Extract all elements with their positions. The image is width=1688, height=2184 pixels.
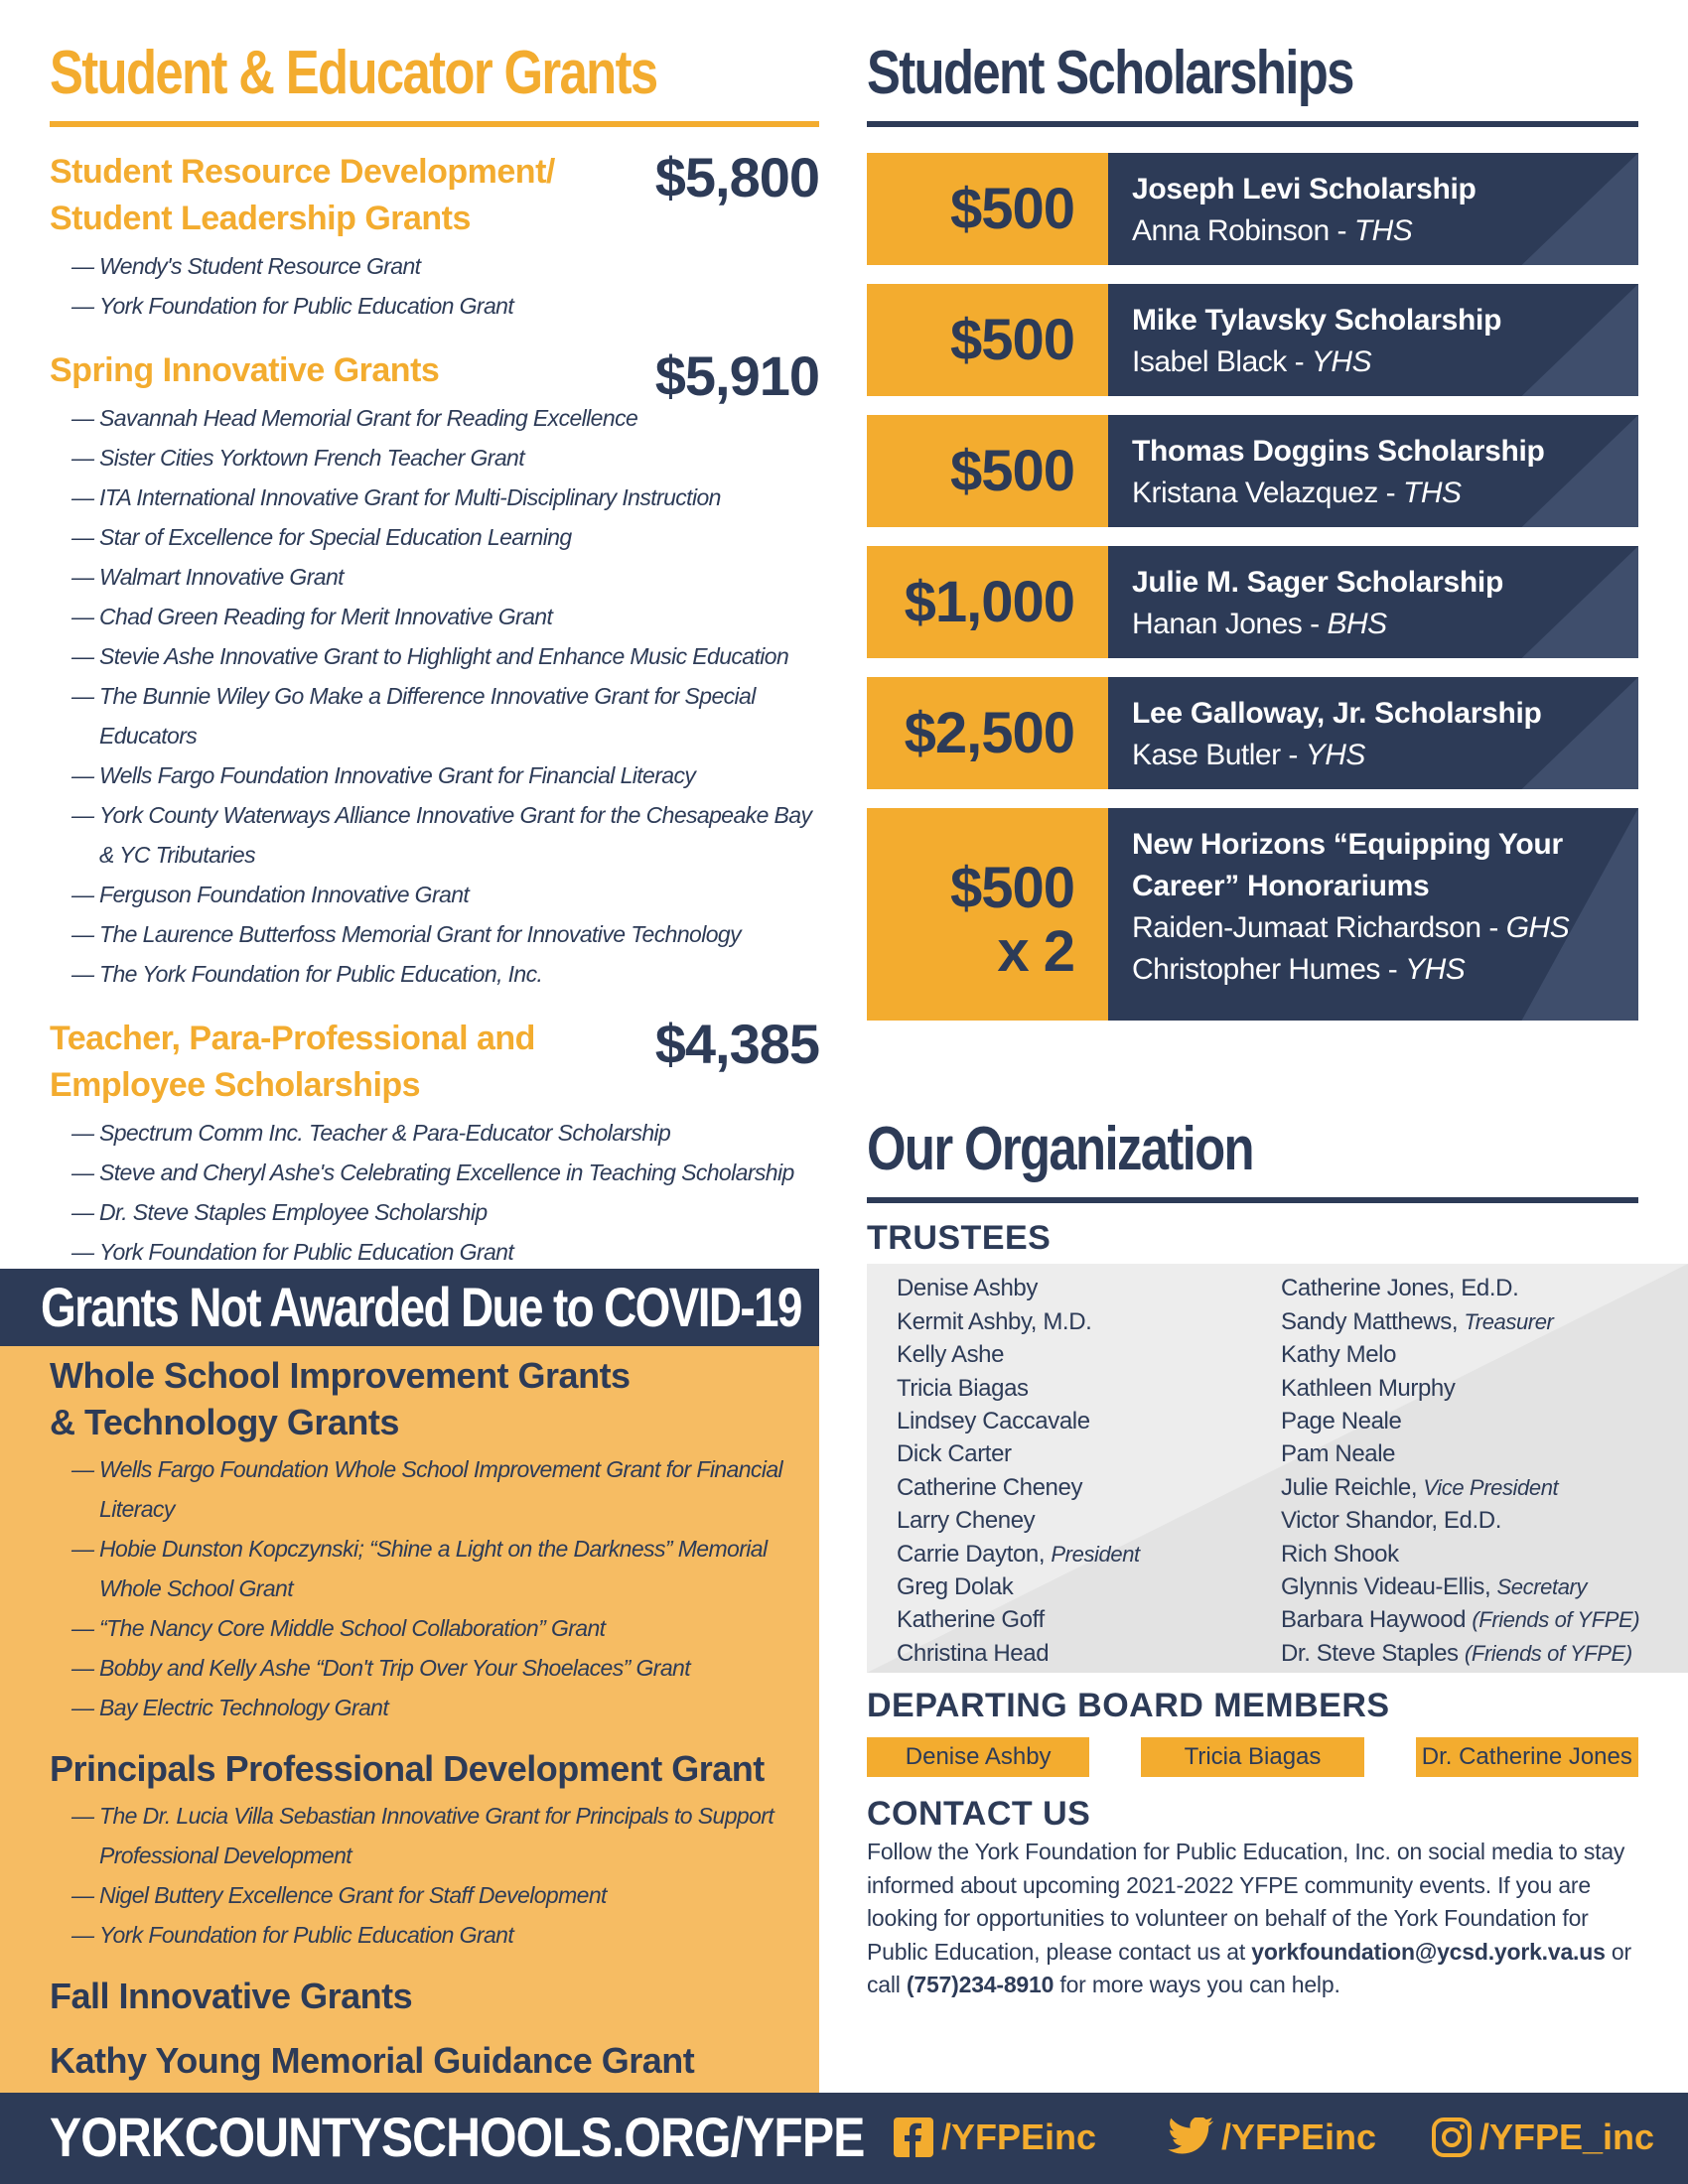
recipient-name: Raiden-Jumaat Richardson - [1132,911,1506,945]
organization-heading-rule [867,1197,1638,1203]
grant-category-title: Teacher, Para-Professional and Employee Scholarships [50,1020,535,1105]
instagram-link[interactable] [1432,2116,1654,2158]
trustee-person: Dr. Steve Staples [1281,1639,1465,1667]
recipient-name: Kristana Velazquez - [1132,477,1403,510]
trustee-name [897,1372,1140,1405]
organization-heading: Our Organization [867,1115,1253,1184]
contact-label: CONTACT US [867,1795,1091,1834]
grant-item: — Chad Green Reading for Merit Innovative Grant [50,597,819,636]
grant-item: — Ferguson Foundation Innovative Grant [50,875,819,914]
departing-member-tag: Tricia Biagas [1141,1737,1363,1777]
grant-item: — The York Foundation for Public Education, Inc. [50,954,819,994]
footer-bar [0,2093,1688,2184]
scholarship-recipient [1132,949,1615,991]
trustee-role: Secretary [1496,1574,1588,1600]
contact-paragraph [867,1836,1631,2002]
trustee-name [897,1437,1140,1470]
trustee-person: Kathleen Murphy [1281,1374,1456,1402]
covid-section [0,1269,819,2093]
trustee-person: Sandy Matthews, [1281,1307,1465,1335]
trustee-name [1281,1504,1639,1537]
covid-group-title: Whole School Improvement Grants & Technology Grants [50,1355,631,1442]
grant-item: — Walmart Innovative Grant [50,557,819,597]
grant-category-title: Spring Innovative Grants [50,351,440,390]
grant-category-amount: $5,910 [654,344,819,408]
grant-item: — The Bunnie Wiley Go Make a Difference Innovative Grant for Special Educators [50,676,819,755]
grant-category-amount: $4,385 [654,1013,819,1076]
recipient-school: YHS [1305,739,1365,772]
trustee-person: Page Neale [1281,1408,1402,1434]
grant-category [50,344,819,994]
departing-members [867,1737,1638,1777]
trustee-person: Glynnis Videau-Ellis, [1281,1573,1497,1601]
trustee-person: Christina Head [897,1639,1050,1667]
scholarship-name: Thomas Doggins Scholarship [1132,435,1545,469]
grants-heading: Student & Educator Grants [50,39,657,107]
scholarship-info [1108,415,1638,527]
trustee-person: Catherine Cheney [897,1473,1083,1501]
covid-group-items [50,1449,794,1727]
recipient-school: BHS [1327,608,1387,641]
scholarship-name: Mike Tylavsky Scholarship [1132,304,1502,338]
covid-heading: Grants Not Awarded Due to COVID-19 [41,1276,801,1338]
contact-text-3: for more ways you can help. [1054,1972,1340,1998]
trustee-name [1281,1272,1639,1304]
scholarship-amount: $1,000 [867,546,1108,658]
scholarships-heading: Student Scholarships [867,39,1353,107]
trustee-name [897,1538,1140,1570]
covid-grant-item: — York Foundation for Public Education Grant [50,1915,794,1955]
scholarship-amount: $500 [867,284,1108,396]
trustee-name [897,1504,1140,1537]
scholarship-row [867,677,1638,789]
scholarship-row [867,808,1638,1021]
scholarship-list [867,153,1638,1021]
scholarship-name: Julie M. Sager Scholarship [1132,566,1503,600]
recipient-name: Kase Butler - [1132,739,1306,772]
grants-column [50,40,819,1272]
grant-item: — Savannah Head Memorial Grant for Reading Excellence [50,398,819,438]
trustee-person: Dick Carter [897,1440,1012,1468]
recipient-school: GHS [1505,911,1570,945]
scholarship-recipient [1132,473,1615,514]
covid-banner [0,1269,819,1346]
trustee-name [897,1305,1140,1338]
scholarship-amount: $2,500 [867,677,1108,789]
scholarship-info [1108,677,1638,789]
grant-category-title: Student Resource Development/ Student Leadership Grants [50,153,555,238]
grant-item: — Sister Cities Yorktown French Teacher Grant [50,438,819,478]
trustee-role: (Friends of YFPE) [1464,1640,1632,1666]
grant-item: — Spectrum Comm Inc. Teacher & Para-Educator Scholarship [50,1113,819,1153]
covid-grant-item: — The Dr. Lucia Villa Sebastian Innovative Grant for Principals to Support Professional Development [50,1796,794,1875]
trustee-person: Kermit Ashby, M.D. [897,1307,1092,1335]
trustee-name [1281,1637,1639,1670]
recipient-school: THS [1403,477,1462,510]
trustee-name [1281,1437,1639,1470]
scholarship-info [1108,808,1638,1021]
scholarship-row [867,284,1638,396]
scholarship-row [867,415,1638,527]
scholarship-amount: $500 [867,153,1108,265]
scholarship-info [1108,284,1638,396]
trustee-name [1281,1405,1639,1437]
departing-label: DEPARTING BOARD MEMBERS [867,1687,1390,1725]
trustees-label: TRUSTEES [867,1219,1052,1258]
scholarship-amount: $500 [867,415,1108,527]
grant-item: — York Foundation for Public Education Grant [50,1232,819,1272]
grant-item: — Star of Excellence for Special Education Learning [50,517,819,557]
grant-items [50,1113,819,1272]
trustee-name [1281,1570,1639,1603]
scholarship-info [1108,153,1638,265]
trustee-name [897,1338,1140,1371]
facebook-handle: /YFPEinc [941,2116,1097,2157]
scholarship-row [867,546,1638,658]
scholarship-name: Lee Galloway, Jr. Scholarship [1132,697,1542,731]
trustees-left-column [897,1272,1140,1670]
grant-list-container [50,146,819,1272]
scholarship-name: Joseph Levi Scholarship [1132,173,1477,206]
scholarship-recipient [1132,210,1615,252]
scholarships-column [867,40,1638,2002]
scholarship-recipient [1132,907,1615,949]
facebook-icon [894,2117,933,2157]
trustee-person: Denise Ashby [897,1275,1038,1302]
trustee-name [1281,1471,1639,1504]
website-link[interactable]: YORKCOUNTYSCHOOLS.ORG/YFPE [50,2106,865,2168]
trustee-name [897,1603,1140,1636]
trustee-person: Victor Shandor, Ed.D. [1281,1507,1501,1535]
scholarships-heading-rule [867,121,1638,127]
covid-grant-item: — Wells Fargo Foundation Whole School Improvement Grant for Financial Literacy [50,1449,794,1529]
recipient-school: YHS [1311,345,1372,379]
covid-grant-item: — Bobby and Kelly Ashe “Don't Trip Over Your Shoelaces” Grant [50,1648,794,1688]
grant-items [50,246,819,326]
covid-groups [0,1346,794,2084]
covid-group-title: Fall Innovative Grants [50,1976,413,2016]
trustee-person: Rich Shook [1281,1540,1399,1568]
covid-group-title: Principals Professional Development Grant [50,1748,765,1789]
trustee-name [897,1637,1140,1670]
recipient-name: Isabel Black - [1132,345,1312,379]
contact-email-link[interactable]: yorkfoundation@ycsd.york.va.us [1251,1938,1606,1965]
trustee-role: Treasurer [1464,1308,1554,1334]
twitter-link[interactable] [1168,2116,1376,2158]
recipient-name: Anna Robinson - [1132,214,1354,248]
scholarship-recipient [1132,735,1615,776]
trustee-role: Vice President [1423,1474,1559,1500]
trustee-person: Katherine Goff [897,1606,1045,1634]
contact-phone[interactable]: (757)234-8910 [906,1972,1055,1998]
contact-text-2: or call [867,1938,1631,1998]
scholarship-row [867,153,1638,265]
grants-heading-rule [50,121,819,127]
scholarship-recipient [1132,341,1615,383]
grant-category [50,146,819,326]
grant-item: — York County Waterways Alliance Innovative Grant for the Chesapeake Bay & YC Tributaries [50,795,819,875]
trustee-person: Pam Neale [1281,1440,1396,1468]
trustee-person: Julie Reichle, [1281,1473,1424,1501]
twitter-handle: /YFPEinc [1221,2116,1377,2157]
trustee-person: Carrie Dayton, [897,1540,1052,1568]
grant-item: — York Foundation for Public Education Grant [50,286,819,326]
trustee-role: President [1051,1541,1140,1567]
scholarship-amount: $500 x 2 [867,808,1108,1021]
trustee-name [1281,1338,1639,1371]
trustee-name [1281,1372,1639,1405]
scholarship-info [1108,546,1638,658]
covid-grant-item: — “The Nancy Core Middle School Collaboration” Grant [50,1608,794,1648]
grant-item: — Steve and Cheryl Ashe's Celebrating Excellence in Teaching Scholarship [50,1153,819,1192]
trustee-name [897,1272,1140,1304]
trustees-right-column [1281,1272,1639,1670]
instagram-icon [1432,2117,1472,2157]
trustee-person: Kathy Melo [1281,1341,1397,1369]
covid-group-items [50,1796,794,1955]
recipient-school: YHS [1405,953,1466,987]
grant-item: — The Laurence Butterfoss Memorial Grant for Innovative Technology [50,914,819,954]
twitter-icon [1168,2117,1213,2157]
trustee-role: (Friends of YFPE) [1472,1607,1640,1633]
instagram-handle: /YFPE_inc [1479,2116,1655,2157]
trustee-person: Lindsey Caccavale [897,1408,1090,1434]
grant-category-amount: $5,800 [654,146,819,209]
grant-item: — Dr. Steve Staples Employee Scholarship [50,1192,819,1232]
departing-member-tag: Denise Ashby [867,1737,1089,1777]
facebook-link[interactable] [894,2116,1096,2158]
grant-items [50,398,819,994]
covid-grant-item: — Nigel Buttery Excellence Grant for Staff Development [50,1875,794,1915]
scholarship-name: New Horizons “Equipping Your Career” Honorariums [1132,828,1563,903]
trustee-person: Greg Dolak [897,1573,1014,1601]
trustee-person: Tricia Biagas [897,1374,1029,1402]
scholarship-recipient [1132,604,1615,645]
trustee-person: Kelly Ashe [897,1341,1005,1369]
covid-grant-item: — Hobie Dunston Kopczynski; “Shine a Light on the Darkness” Memorial Whole School Grant [50,1529,794,1608]
grant-item: — Stevie Ashe Innovative Grant to Highlight and Enhance Music Education [50,636,819,676]
trustee-name [1281,1538,1639,1570]
trustee-name [1281,1603,1639,1636]
trustee-name [897,1570,1140,1603]
grant-item: — ITA International Innovative Grant for Multi-Disciplinary Instruction [50,478,819,517]
trustee-person: Barbara Haywood [1281,1606,1473,1634]
recipient-school: THS [1353,214,1413,248]
grant-item: — Wendy's Student Resource Grant [50,246,819,286]
trustee-person: Catherine Jones, Ed.D. [1281,1275,1519,1302]
recipient-name: Christopher Humes - [1132,953,1406,987]
grant-item: — Wells Fargo Foundation Innovative Grant for Financial Literacy [50,755,819,795]
trustees-panel [867,1264,1688,1673]
contact-text-1: Follow the York Foundation for Public Education, Inc. on social media to stay informed about upcoming 2021-2022 YFPE community events. If you are looking for opportunities to volunteer on behalf of the York Foundation for Public Education, please contact us at [867,1839,1625,1965]
trustee-name [897,1405,1140,1437]
covid-group-title: Kathy Young Memorial Guidance Grant [50,2040,695,2081]
grant-category [50,1013,819,1272]
departing-member-tag: Dr. Catherine Jones [1416,1737,1638,1777]
trustee-name [897,1471,1140,1504]
covid-grant-item: — Bay Electric Technology Grant [50,1688,794,1727]
trustee-person: Larry Cheney [897,1507,1036,1535]
trustee-name [1281,1305,1639,1338]
recipient-name: Hanan Jones - [1132,608,1328,641]
